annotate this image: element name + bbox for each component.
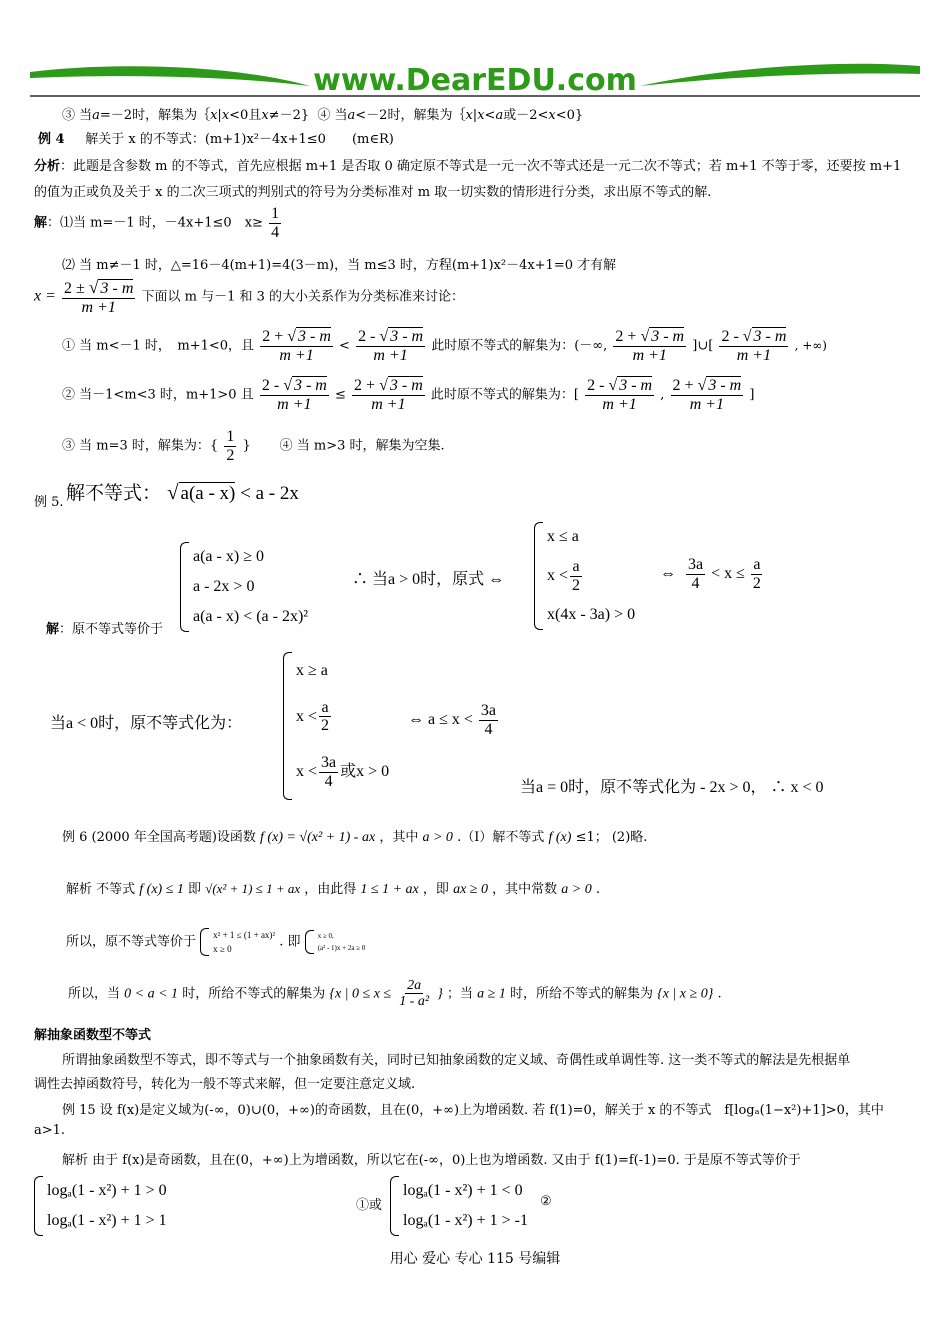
abstract-para-line-2: 调性去掉函数符号，转化为一般不等式来解，但一定要注意定义域. [34, 1077, 416, 1092]
system-2: x ≤ a x < $\frac{a}{2}$ x(4x - 3a) > 0 [534, 522, 635, 630]
system-1: a(a - x) ≥ 0 a - 2x > 0 a(a - x) < (a - 2x)² [180, 542, 308, 632]
solution-step-1: 解：⑴当 m=－1 时，－4x+1≤0 x≥ $\frac{1}{4}$ [34, 205, 280, 241]
system-15-b: logₐ(1 - x²) + 1 < 0 logₐ(1 - x²) + 1 > -1 [390, 1176, 528, 1236]
analysis-6-line-2: 所以，原不等式等价于 x² + 1 ≤ (1 + ax)² x ≥ 0 . 即 x ≥ 0, (a² - 1)x + 2a ≥ 0 [66, 930, 366, 954]
analysis-6-conclusion: 所以，当 0 < a < 1 时，所给不等式的解集为 {x | 0 ≤ x ≤ $\frac{2a}{\text{1 - a²}}$ } ；当 a ≥ 1 时，所给不等式的解集为 {x | x ≥ 0} . [68, 978, 722, 1010]
a-negative-label: 当a < 0时，原不等式化为： [50, 715, 243, 732]
example-5-label: 例 5. [34, 495, 64, 510]
example-label: 例 4 [38, 132, 65, 147]
solution-step-2: ⑵ 当 m≠－1 时，△=16－4(m+1)=4(3－m)，当 m≤3 时，方程(m+1)x²－4x+1=0 才有解 [62, 258, 617, 273]
case-3-4-line: ③ 当 m=3 时，解集为：{ $\frac{1}{2}$ } ④ 当 m>3 时，解集为空集. [62, 428, 445, 464]
analysis-15-line: 解析 由于 f(x)是奇函数，且在(0，+∞)上为增函数，所以它在(-∞，0)上也为增函数. 又由于 f(1)=f(-1)=0. 于是原不等式等价于 [62, 1153, 801, 1168]
logo-text: www.DearEDU.com [313, 63, 637, 98]
system-15-marker: ② [540, 1194, 552, 1209]
case-line-3-4: ③ 当a=－2时，解集为｛x|x<0且x≠－2} ④ 当a<－2时，解集为｛x|x<a或－2<x<0} [62, 108, 584, 123]
case-1-line: ① 当 m<－1 时， m+1<0，且 $\frac{2 + √ 3 - m}{m +1}$ < $\frac{2 - √ 3 - m}{m +1}$ 此时原不等式的解集为：(－∞, $\frac{2 + √ 3 - m}{m +1}$ ]∪[ $\frac{2 - √ 3 - m}{m +1}$ , +∞) [62, 328, 827, 364]
logo-left-swoosh [30, 66, 310, 86]
a-zero-line: 当a = 0时，原不等式化为 - 2x > 0， ∴ x < 0 [520, 779, 824, 796]
system-2-result: ⇔ $\frac{3a}{4}$ < x ≤ $\frac{a}{2}$ [660, 556, 761, 592]
example-4-line: 例 4 解关于 x 的不等式：(m+1)x²－4x+1≤0 (m∈R) [38, 132, 394, 147]
example-15-line-1: 例 15 设 f(x)是定义域为(-∞，0)∪(0，+∞)的奇函数，且在(0，+∞)上为增函数. 若 f(1)=0，解关于 x 的不等式 f[logₐ(1−x²)+1]>0，其中 [62, 1103, 884, 1118]
section-title: 解抽象函数型不等式 [34, 1028, 152, 1043]
example-15-line-2: a>1. [34, 1123, 66, 1138]
analysis-6-line-1: 解析 不等式 f (x) ≤ 1 即 √(x² + 1) ≤ 1 + ax ，由此得 1 ≤ 1 + ax ，即 ax ≥ 0 ，其中常数 a > 0 . [66, 881, 601, 897]
system-1-implies: ∴ 当a > 0时，原式 ⇔ [352, 571, 505, 588]
page-footer: 用心 爱心 专心 115 号编辑 [389, 1251, 561, 1267]
system-15-a: logₐ(1 - x²) + 1 > 0 logₐ(1 - x²) + 1 > 1 [34, 1176, 167, 1236]
case-2-line: ② 当－1<m<3 时，m+1>0 且 $\frac{2 - √ 3 - m}{m +1}$ ≤ $\frac{2 + √ 3 - m}{m +1}$ 此时原不等式的解集为：[ $\frac{2 - √ 3 - m}{m +1}$ , $\frac{2 + √ 3 - m}{m +1}$ ] [62, 377, 755, 413]
analysis-line-1: 分析：此题是含参数 m 的不等式，首先应根据 m+1 是否取 0 确定原不等式是一元一次不等式还是一元二次不等式；若 m+1 不等于零，还要按 m+1 [34, 159, 902, 174]
ex5-solution-label: 解：原不等式等价于 [46, 622, 164, 637]
header-logo-banner [30, 56, 920, 102]
system-3-result: ⇔ a ≤ x < $\frac{3a}{4}$ [408, 702, 497, 738]
example-6-line: 例 6 (2000 年全国高考题)设函数 f (x) = √(x² + 1) - ax ，其中 a > 0 .（Ⅰ）解不等式 f (x) ≤1； (2)略. [62, 830, 648, 845]
logo-right-swoosh [640, 64, 920, 86]
example-5-title: 解不等式： √ a(a - x) < a - 2x [66, 480, 299, 504]
abstract-para-line-1: 所谓抽象函数型不等式，即不等式与一个抽象函数有关，同时已知抽象函数的定义域、奇偶性或单调性等. 这一类不等式的解法是先根据单 [62, 1053, 851, 1068]
system-3: x ≥ a x < $\frac{a}{2}$ x < $\frac{3a}{4}$ 或x > 0 [283, 652, 389, 800]
system-15-or: ①或 [356, 1198, 383, 1213]
analysis-line-2: 的值为正或负及关于 x 的二次三项式的判别式的符号为分类标准对 m 取一切实数的情形进行分类，求出原不等式的解. [34, 185, 712, 200]
root-formula-line: x = $\frac{2 \pm √ 3 - m}{m +1}$ 下面以 m 与－1 和 3 的大小关系作为分类标准来讨论： [34, 277, 465, 316]
